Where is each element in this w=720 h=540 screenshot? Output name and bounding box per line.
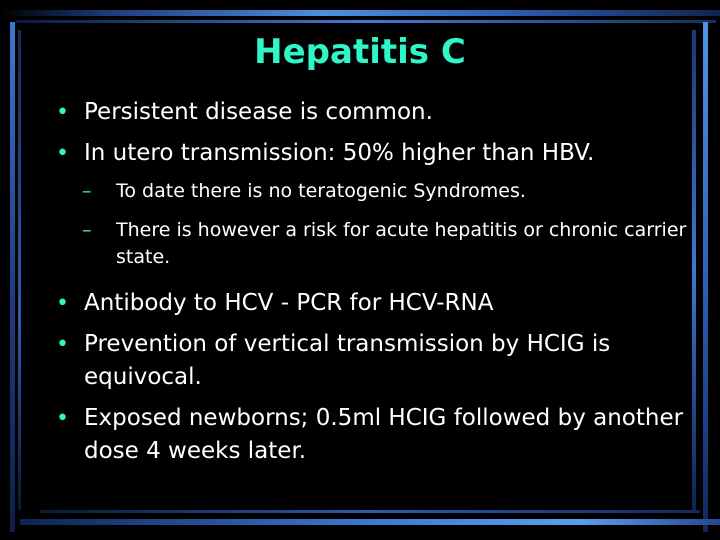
frame-bottom-bar <box>20 519 720 525</box>
sub-bullet-text: There is however a risk for acute hepatitis or chronic carrier state. <box>116 219 687 268</box>
sub-bullet-item <box>50 178 690 205</box>
frame-right-inner-bar <box>692 30 696 510</box>
bullet-item <box>50 402 690 468</box>
bullet-item <box>50 137 690 170</box>
dash-icon: – <box>82 219 92 241</box>
bullet-item <box>50 287 690 320</box>
sub-bullet-item <box>50 217 690 271</box>
frame-top-bar <box>0 10 720 16</box>
bullet-text: Persistent disease is common. <box>84 99 433 125</box>
frame-right-bar <box>703 22 708 532</box>
frame-bottom-inner-bar <box>40 510 700 513</box>
bullet-item <box>50 328 690 394</box>
frame-left-bar <box>10 22 15 532</box>
bullet-text: In utero transmission: 50% higher than HBV. <box>84 140 595 166</box>
slide-title: Hepatitis C <box>254 32 466 72</box>
bullet-text: Prevention of vertical transmission by HCIG is equivocal. <box>84 331 611 390</box>
bullet-item <box>50 96 690 129</box>
slide-body <box>50 96 690 476</box>
dash-icon: – <box>82 180 92 202</box>
bullet-icon: • <box>56 332 69 357</box>
frame-top-inner-bar <box>16 20 716 23</box>
bullet-icon: • <box>56 100 69 125</box>
frame-left-inner-bar <box>18 30 21 510</box>
sub-bullet-text: To date there is no teratogenic Syndromes. <box>116 180 526 202</box>
bullet-text: Antibody to HCV - PCR for HCV-RNA <box>84 290 494 316</box>
bullet-icon: • <box>56 141 69 166</box>
bullet-icon: • <box>56 406 69 431</box>
bullet-text: Exposed newborns; 0.5ml HCIG followed by another dose 4 weeks later. <box>84 405 684 464</box>
bullet-icon: • <box>56 291 69 316</box>
